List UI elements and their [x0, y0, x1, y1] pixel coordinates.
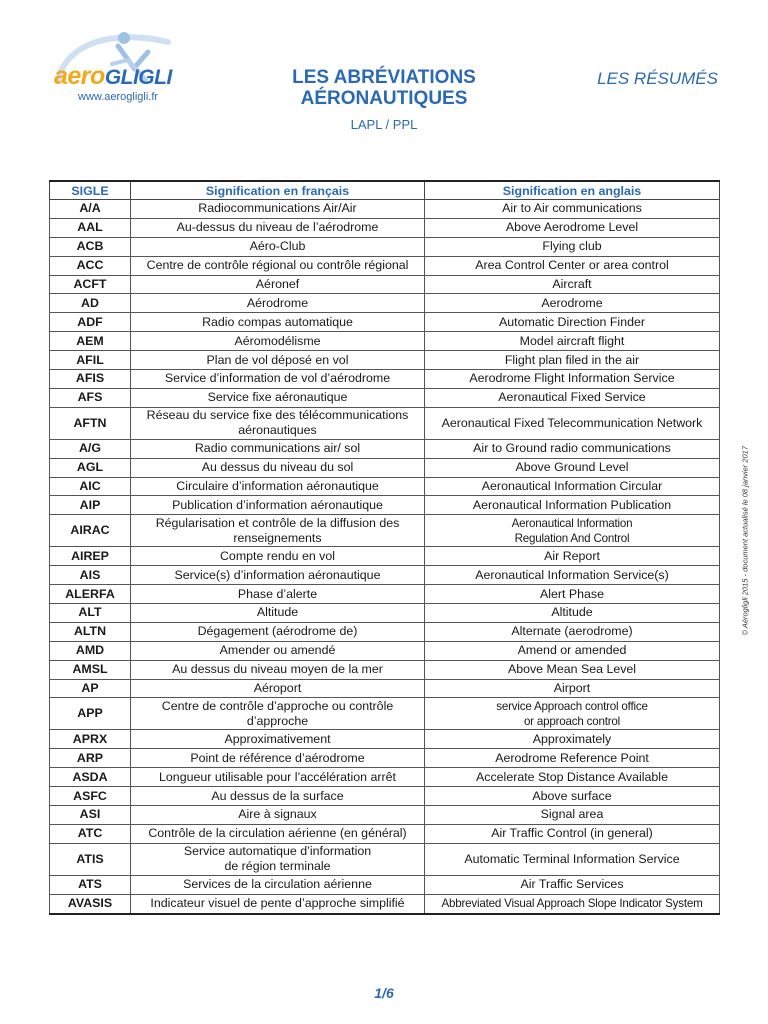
cell-english: Above surface — [425, 787, 720, 806]
cell-english: Aeronautical Information Regulation And Control — [425, 515, 720, 547]
table-row — [50, 730, 720, 749]
cell-english: Air Traffic Services — [425, 875, 720, 894]
cell-sigle: ADF — [50, 313, 131, 332]
cell-sigle: ALTN — [50, 622, 131, 641]
cell-english: Airport — [425, 679, 720, 698]
cell-french: Au dessus du niveau moyen de la mer — [131, 660, 425, 679]
cell-french: Au dessus de la surface — [131, 787, 425, 806]
cell-english: Aerodrome Reference Point — [425, 749, 720, 768]
cell-english: Automatic Direction Finder — [425, 313, 720, 332]
cell-english: Air to Ground radio communications — [425, 439, 720, 458]
cell-french: Centre de contrôle régional ou contrôle régional — [131, 256, 425, 275]
cell-french: Service d’information de vol d’aérodrome — [131, 370, 425, 389]
cell-french: Indicateur visuel de pente d’approche simplifié — [131, 894, 425, 913]
cell-sigle: AEM — [50, 332, 131, 351]
copyright-text: © Aérogligli 2015 - document actualisé le 08 janvier 2017 — [740, 445, 750, 636]
cell-english: Aerodrome — [425, 294, 720, 313]
page-subtitle: LAPL / PPL — [350, 117, 418, 132]
table-row — [50, 218, 720, 237]
table-row — [50, 749, 720, 768]
table-row — [50, 351, 720, 370]
cell-english: Air to Air communications — [425, 200, 720, 219]
cell-sigle: AIP — [50, 496, 131, 515]
cell-french: Service automatique d’information de région terminale — [131, 843, 425, 875]
cell-sigle: ACC — [50, 256, 131, 275]
table-header-row — [50, 181, 720, 200]
cell-english: Aeronautical Fixed Telecommunication Network — [425, 407, 720, 439]
cell-french: Réseau du service fixe des télécommunications aéronautiques — [131, 407, 425, 439]
cell-sigle: ALT — [50, 604, 131, 623]
cell-sigle: AP — [50, 679, 131, 698]
cell-sigle: ATIS — [50, 843, 131, 875]
cell-french: Au dessus du niveau du sol — [131, 458, 425, 477]
cell-english: Automatic Terminal Information Service — [425, 843, 720, 875]
cell-english: Model aircraft flight — [425, 332, 720, 351]
cell-french: Service fixe aéronautique — [131, 388, 425, 407]
cell-sigle: AFIS — [50, 370, 131, 389]
logo — [48, 30, 218, 110]
cell-sigle: ASDA — [50, 768, 131, 787]
page-title-line1: LES ABRÉVIATIONS — [292, 67, 476, 88]
cell-english: Alternate (aerodrome) — [425, 622, 720, 641]
cell-english: Abbreviated Visual Approach Slope Indicator System — [425, 894, 720, 913]
page-number: 1/6 — [374, 985, 394, 1001]
cell-english: Above Mean Sea Level — [425, 660, 720, 679]
cell-french: Dégagement (aérodrome de) — [131, 622, 425, 641]
table-row — [50, 407, 720, 439]
cell-sigle: ASI — [50, 806, 131, 825]
cell-french: Radio compas automatique — [131, 313, 425, 332]
cell-french: Longueur utilisable pour l’accélération arrêt — [131, 768, 425, 787]
cell-french: Aérodrome — [131, 294, 425, 313]
table-row — [50, 679, 720, 698]
logo-url[interactable]: www.aerogligli.fr — [78, 91, 159, 103]
cell-french: Aéroport — [131, 679, 425, 698]
cell-sigle: AAL — [50, 218, 131, 237]
cell-french: Amender ou amendé — [131, 641, 425, 660]
table-row — [50, 604, 720, 623]
cell-french: Centre de contrôle d’approche ou contrôle d’approche — [131, 698, 425, 730]
cell-french: Publication d’information aéronautique — [131, 496, 425, 515]
cell-sigle: AGL — [50, 458, 131, 477]
table-row — [50, 200, 720, 219]
table-row — [50, 698, 720, 730]
table-row — [50, 660, 720, 679]
cell-french: Circulaire d’information aéronautique — [131, 477, 425, 496]
cell-sigle: AMD — [50, 641, 131, 660]
cell-sigle: ASFC — [50, 787, 131, 806]
cell-english: Aircraft — [425, 275, 720, 294]
cell-french: Compte rendu en vol — [131, 547, 425, 566]
cell-english: Aeronautical Information Service(s) — [425, 566, 720, 585]
table-row — [50, 622, 720, 641]
table-row — [50, 237, 720, 256]
cell-french: Radiocommunications Air/Air — [131, 200, 425, 219]
cell-sigle: AFTN — [50, 407, 131, 439]
cell-english: Accelerate Stop Distance Available — [425, 768, 720, 787]
cell-french: Aéro-Club — [131, 237, 425, 256]
cell-sigle: AD — [50, 294, 131, 313]
cell-english: Aeronautical Information Publication — [425, 496, 720, 515]
cell-english: Air Traffic Control (in general) — [425, 824, 720, 843]
cell-sigle: ATC — [50, 824, 131, 843]
cell-english: Above Aerodrome Level — [425, 218, 720, 237]
cell-english: Aerodrome Flight Information Service — [425, 370, 720, 389]
table-row — [50, 313, 720, 332]
cell-french: Service(s) d’information aéronautique — [131, 566, 425, 585]
table-row — [50, 768, 720, 787]
table-row — [50, 585, 720, 604]
table-row — [50, 388, 720, 407]
cell-english: Altitude — [425, 604, 720, 623]
cell-french: Phase d’alerte — [131, 585, 425, 604]
cell-english: Flying club — [425, 237, 720, 256]
table-row — [50, 477, 720, 496]
cell-english: Above Ground Level — [425, 458, 720, 477]
cell-sigle: AIC — [50, 477, 131, 496]
cell-french: Aéronef — [131, 275, 425, 294]
cell-sigle: ACB — [50, 237, 131, 256]
table-row — [50, 894, 720, 913]
cell-french: Plan de vol déposé en vol — [131, 351, 425, 370]
column-header-sigle: SIGLE — [50, 181, 131, 200]
column-header-en: Signification en anglais — [425, 181, 720, 200]
abbreviations-table — [49, 180, 720, 915]
cell-french: Altitude — [131, 604, 425, 623]
cell-sigle: APRX — [50, 730, 131, 749]
cell-sigle: ARP — [50, 749, 131, 768]
cell-english: Air Report — [425, 547, 720, 566]
cell-sigle: AFIL — [50, 351, 131, 370]
page-title-line2: AÉRONAUTIQUES — [300, 88, 468, 109]
table-row — [50, 332, 720, 351]
cell-sigle: A/G — [50, 439, 131, 458]
logo-text: aeroGLIGLI — [54, 62, 172, 90]
table-row — [50, 843, 720, 875]
section-label: LES RÉSUMÉS — [597, 69, 718, 88]
cell-french: Aéromodélisme — [131, 332, 425, 351]
table-row — [50, 496, 720, 515]
cell-sigle: ACFT — [50, 275, 131, 294]
cell-french: Services de la circulation aérienne — [131, 875, 425, 894]
cell-english: Aeronautical Fixed Service — [425, 388, 720, 407]
table-row — [50, 515, 720, 547]
cell-french: Régularisation et contrôle de la diffusion des renseignements — [131, 515, 425, 547]
copyright-note — [735, 386, 755, 636]
table-row — [50, 806, 720, 825]
cell-sigle: ALERFA — [50, 585, 131, 604]
cell-french: Aire à signaux — [131, 806, 425, 825]
cell-english: Alert Phase — [425, 585, 720, 604]
cell-sigle: AFS — [50, 388, 131, 407]
cell-english: Area Control Center or area control — [425, 256, 720, 275]
cell-english: Flight plan filed in the air — [425, 351, 720, 370]
table-row — [50, 256, 720, 275]
cell-english: Signal area — [425, 806, 720, 825]
table-row — [50, 875, 720, 894]
cell-french: Approximativement — [131, 730, 425, 749]
table-row — [50, 641, 720, 660]
table-row — [50, 547, 720, 566]
cell-sigle: AVASIS — [50, 894, 131, 913]
table-row — [50, 824, 720, 843]
cell-sigle: A/A — [50, 200, 131, 219]
cell-sigle: AIS — [50, 566, 131, 585]
cell-english: Approximately — [425, 730, 720, 749]
cell-sigle: ATS — [50, 875, 131, 894]
cell-sigle: AIRAC — [50, 515, 131, 547]
table-row — [50, 787, 720, 806]
table-row — [50, 458, 720, 477]
cell-sigle: AMSL — [50, 660, 131, 679]
cell-english: Amend or amended — [425, 641, 720, 660]
cell-french: Contrôle de la circulation aérienne (en général) — [131, 824, 425, 843]
cell-french: Radio communications air/ sol — [131, 439, 425, 458]
column-header-fr: Signification en français — [131, 181, 425, 200]
table-row — [50, 439, 720, 458]
cell-sigle: AIREP — [50, 547, 131, 566]
table-row — [50, 275, 720, 294]
cell-french: Au-dessus du niveau de l’aérodrome — [131, 218, 425, 237]
cell-sigle: APP — [50, 698, 131, 730]
page-title — [234, 67, 534, 109]
cell-english: Aeronautical Information Circular — [425, 477, 720, 496]
table-row — [50, 294, 720, 313]
table-row — [50, 370, 720, 389]
cell-english: service Approach control office or approach control — [425, 698, 720, 730]
table-row — [50, 566, 720, 585]
cell-french: Point de référence d’aérodrome — [131, 749, 425, 768]
